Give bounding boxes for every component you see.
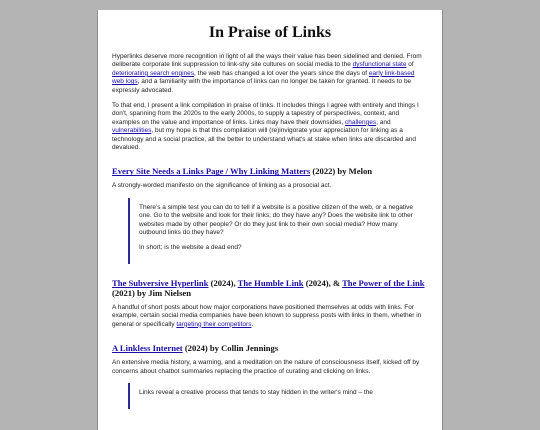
section1-quote-p1: There's a simple test you can do to tell if a website is a positive citizen of the web, or a negative one. Go to the website and look for their links; do they have any? Does the website link to other websites made by other people? Or do they just link to their own social media? How many outbound links do they have?	[139, 203, 414, 237]
link-linkless-internet[interactable]: A Linkless Internet	[112, 343, 183, 354]
section1-quote-p2: In short; is the website a dead end?	[139, 243, 242, 251]
link-deteriorating-search-engines[interactable]: deteriorating search engines	[112, 69, 195, 77]
link-challenges[interactable]: challenges	[345, 118, 377, 126]
intro1-text-1: Hyperlinks deserve more recognition in light of all the ways their value has been sidelined and denied. From deliberate corporate link suppression to link-shy site cultures on social media to the	[112, 53, 422, 69]
section2-byline: (2021) by Jim Nielsen	[112, 287, 192, 298]
intro1-text-3: , the web has changed a lot over the years since the days of	[194, 69, 369, 77]
section3-quote	[128, 383, 428, 409]
intro2-text-1: To that end, I present a link compilation in praise of links. It includes things I agree with entirely and things I don't, spanning from the 2020s to the early 2000s, to supply a tapestry of perspectives, context, and examples on the value and importance of links. Links may have their downsides,	[112, 102, 419, 126]
intro1-text-4: , and a familiarity with the importance of links can no longer be taken for granted. It needs to be expressly advocated.	[112, 78, 412, 94]
section-heading-links-page	[112, 166, 428, 176]
link-every-site-needs-links-page[interactable]: Every Site Needs a Links Page / Why Linking Matters	[112, 166, 311, 177]
link-targeting-competitors[interactable]: targeting their competitors	[176, 320, 252, 328]
section3-byline: (2024) by Collin Jennings	[182, 343, 279, 354]
link-dysfunctional-state[interactable]: dysfunctional state	[352, 61, 407, 69]
intro-paragraph-2	[112, 102, 428, 152]
section2-text-1: (2024),	[208, 277, 238, 288]
link-early-web-logs[interactable]: early link-based web logs	[112, 69, 415, 86]
section2-desc-text-2: .	[251, 320, 254, 328]
section2-description	[112, 304, 428, 329]
section3-description: An extensive media history, a warning, and a meditation on the nature of consciousness itself, kicked off by concerns about chatbot summaries replacing the practice of curating and clicking on links.	[112, 359, 420, 375]
page-title: In Praise of Links	[208, 24, 332, 41]
section1-description: A strongly-worded manifesto on the significance of linking as a prosocial act.	[112, 182, 332, 190]
section2-desc-text-1: A handful of short posts about how major corporations have positioned themselves at odds with links. For example, certain social media companies have been known to suppress posts with links in them, whether in general or specifically	[112, 303, 422, 328]
link-power-of-the-link[interactable]: The Power of the Link	[342, 277, 425, 288]
intro2-text-2: , and	[376, 118, 391, 126]
link-vulnerabilities[interactable]: vulnerabilities	[112, 127, 152, 135]
section1-byline: (2022) by Melon	[310, 166, 373, 177]
section-heading-linkless-internet	[112, 343, 428, 353]
link-humble-link[interactable]: The Humble Link	[237, 277, 304, 288]
article-page	[97, 10, 443, 430]
section1-quote	[128, 198, 428, 264]
intro1-text-2: of	[406, 61, 414, 69]
link-subversive-hyperlink[interactable]: The Subversive Hyperlink	[112, 277, 209, 288]
section2-text-2: (2024), &	[303, 277, 343, 288]
intro-paragraph-1	[112, 53, 428, 95]
section-heading-subversive-hyperlink	[112, 278, 428, 298]
section3-quote-p1: Links reveal a creative process that tends to stay hidden in the writer's mind – the	[139, 388, 373, 396]
intro2-text-3: , but my hope is that this compilation will (re)invigorate your appreciation for linking as a technology and a social practice, all the better to understand what's at stake when links are discarded and devalued.	[112, 127, 417, 152]
